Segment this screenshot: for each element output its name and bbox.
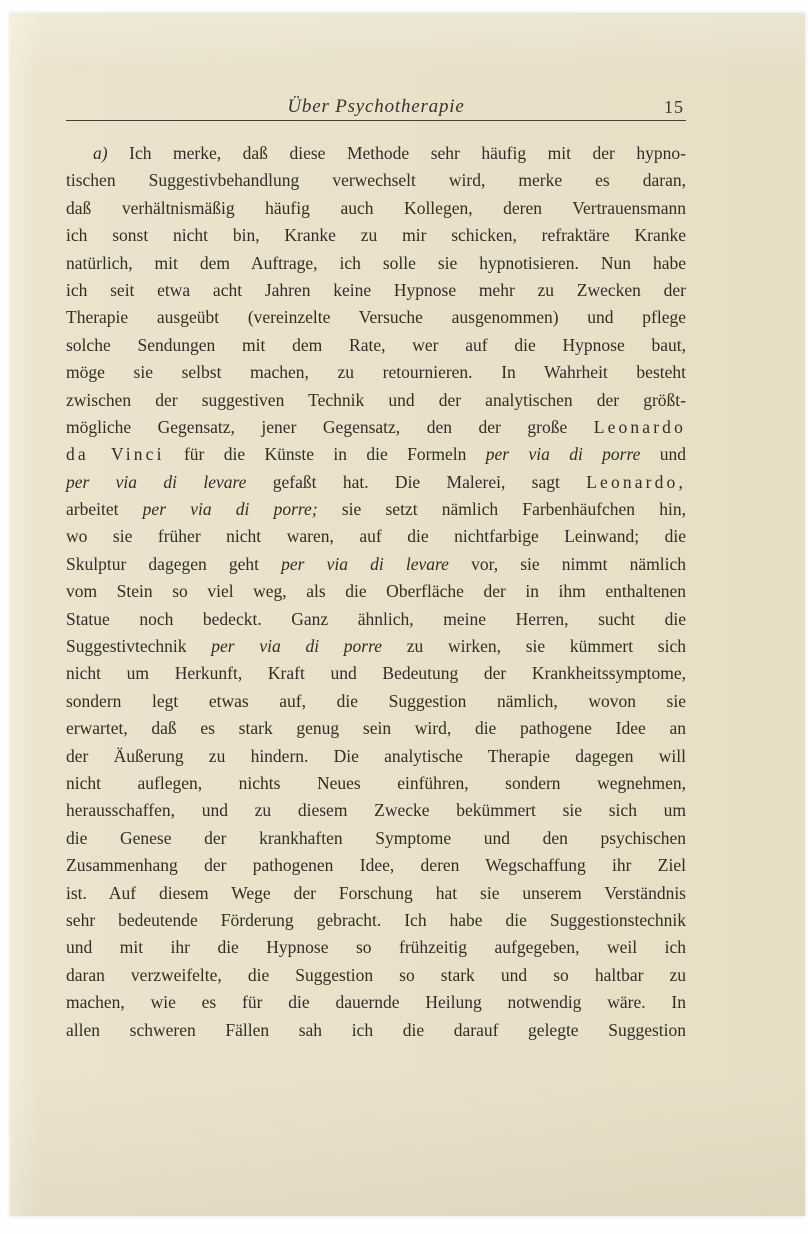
text-segment: erwartet, daß es stark genug sein wird, die pathogene Idee an bbox=[66, 718, 686, 739]
text-line bbox=[66, 250, 686, 277]
text-segment: sehr bedeutende Förderung gebracht. Ich habe die Suggestionstechnik bbox=[66, 909, 686, 930]
running-head bbox=[66, 96, 686, 121]
text-segment: per via di porre bbox=[211, 636, 383, 657]
text-line bbox=[66, 359, 686, 386]
text-line bbox=[66, 496, 686, 523]
text-segment: machen, wie es für die dauernde Heilung notwendig wäre. In bbox=[66, 992, 686, 1013]
text-segment: solche Sendungen mit dem Rate, wer auf die Hypnose baut, bbox=[66, 334, 686, 355]
text-segment: arbeitet bbox=[66, 499, 143, 520]
text-segment: allen schweren Fällen sah ich die darauf gelegte Suggestion bbox=[66, 1019, 686, 1040]
text-line bbox=[66, 743, 686, 770]
text-line bbox=[66, 989, 686, 1016]
text-line bbox=[66, 688, 686, 715]
text-line bbox=[66, 332, 686, 359]
text-segment: daran verzweifelte, die Suggestion so stark und so haltbar zu bbox=[66, 964, 686, 985]
text-segment: per via di levare bbox=[281, 553, 449, 574]
text-segment: per via di levare bbox=[66, 471, 247, 492]
text-line bbox=[66, 140, 686, 167]
text-segment: sie setzt nämlich Farbenhäufchen hin, bbox=[317, 499, 686, 520]
text-line bbox=[66, 852, 686, 879]
text-segment: der Äußerung zu hindern. Die analytische Therapie dagegen will bbox=[66, 745, 686, 766]
text-segment: mögliche Gegensatz, jener Gegensatz, den der große bbox=[66, 416, 594, 437]
text-line bbox=[66, 797, 686, 824]
text-line bbox=[66, 304, 686, 331]
text-segment: gefaßt hat. Die Malerei, sagt bbox=[246, 471, 587, 492]
text-line bbox=[66, 907, 686, 934]
text-segment: für die Künste in die Formeln bbox=[164, 444, 486, 465]
text-segment: da Vinci bbox=[66, 444, 165, 465]
text-line bbox=[66, 962, 686, 989]
text-segment: per via di porre; bbox=[142, 499, 318, 520]
text-segment: per via di porre bbox=[485, 444, 641, 465]
text-line bbox=[66, 578, 686, 605]
text-segment: vom Stein so viel weg, als die Oberfläche der in ihm enthaltenen bbox=[66, 581, 686, 602]
text-line bbox=[66, 880, 686, 907]
text-segment: Leonardo bbox=[593, 416, 686, 437]
text-line bbox=[66, 1017, 686, 1044]
text-segment: tischen Suggestivbehandlung verwechselt wird, merke es daran, bbox=[66, 170, 686, 191]
text-segment: daß verhältnismäßig häufig auch Kollegen, deren Vertrauensmann bbox=[66, 197, 686, 218]
text-segment: Suggestivtechnik bbox=[66, 636, 212, 657]
text-line bbox=[66, 633, 686, 660]
text-line bbox=[66, 825, 686, 852]
text-line bbox=[66, 523, 686, 550]
book-page bbox=[10, 13, 805, 1216]
text-segment: Therapie ausgeübt (vereinzelte Versuche ausgenommen) und pflege bbox=[66, 307, 686, 328]
page-body bbox=[66, 140, 686, 1044]
text-line bbox=[66, 606, 686, 633]
text-line bbox=[66, 277, 686, 304]
text-line bbox=[66, 934, 686, 961]
text-line bbox=[66, 770, 686, 797]
text-segment: vor, sie nimmt nämlich bbox=[448, 553, 686, 574]
text-segment: ich sonst nicht bin, Kranke zu mir schicken, refraktäre Kranke bbox=[66, 225, 686, 246]
text-line bbox=[66, 441, 686, 468]
text-segment: a) bbox=[93, 143, 108, 163]
text-segment: zwischen der suggestiven Technik und der analytischen der größt- bbox=[66, 389, 686, 410]
text-line bbox=[66, 469, 686, 496]
text-segment: ich seit etwa acht Jahren keine Hypnose mehr zu Zwecken der bbox=[66, 279, 686, 300]
text-segment: und bbox=[640, 444, 687, 465]
text-segment: wo sie früher nicht waren, auf die nichtfarbige Leinwand; die bbox=[66, 526, 686, 547]
text-segment: und mit ihr die Hypnose so frühzeitig aufgegeben, weil ich bbox=[66, 937, 686, 958]
text-segment: nicht um Herkunft, Kraft und Bedeutung der Krankheitssymptome, bbox=[66, 663, 686, 684]
text-segment: natürlich, mit dem Auftrage, ich solle sie hypnotisieren. Nun habe bbox=[66, 252, 686, 273]
text-segment: Leonardo, bbox=[586, 471, 686, 492]
text-segment: Zusammenhang der pathogenen Idee, deren Wegschaffung ihr Ziel bbox=[66, 855, 686, 876]
page-number: 15 bbox=[664, 97, 684, 117]
text-line bbox=[66, 551, 686, 578]
running-title: Über Psychotherapie bbox=[287, 96, 465, 117]
text-segment: Skulptur dagegen geht bbox=[66, 553, 282, 574]
text-segment: sondern legt etwas auf, die Suggestion nämlich, wovon sie bbox=[66, 690, 686, 711]
text-line bbox=[66, 715, 686, 742]
text-segment: herausschaffen, und zu diesem Zwecke bekümmert sie sich um bbox=[66, 800, 686, 821]
text-segment: zu wirken, sie kümmert sich bbox=[382, 636, 686, 657]
text-line bbox=[66, 222, 686, 249]
text-segment: nicht auflegen, nichts Neues einführen, sondern wegnehmen, bbox=[66, 772, 686, 793]
text-segment: ist. Auf diesem Wege der Forschung hat sie unserem Verständnis bbox=[66, 882, 686, 903]
text-line bbox=[66, 387, 686, 414]
text-segment: die Genese der krankhaften Symptome und den psychischen bbox=[66, 827, 686, 848]
page-content bbox=[66, 96, 686, 1044]
text-line bbox=[66, 660, 686, 687]
text-line bbox=[66, 167, 686, 194]
text-line bbox=[66, 195, 686, 222]
text-line bbox=[66, 414, 686, 441]
text-segment: Statue noch bedeckt. Ganz ähnlich, meine Herren, sucht die bbox=[66, 608, 686, 629]
text-segment: Ich merke, daß diese Methode sehr häufig mit der hypno- bbox=[107, 143, 686, 163]
text-segment: möge sie selbst machen, zu retournieren. In Wahrheit besteht bbox=[66, 362, 686, 383]
